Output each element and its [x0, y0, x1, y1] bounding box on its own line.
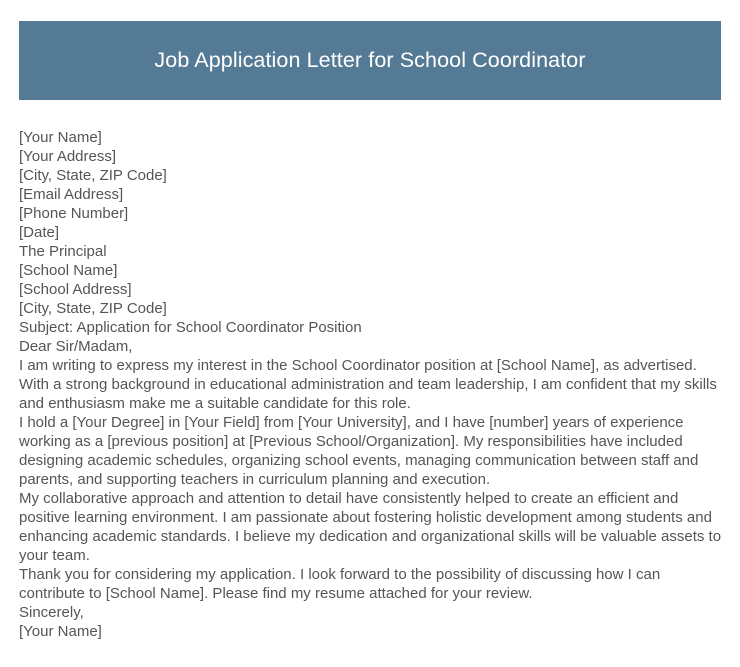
body-paragraph-4: Thank you for considering my application. I look forward to the possibility of discussing how I can contribute to [School Name]. Please find my resume attached for your review.	[19, 566, 661, 602]
recipient-line-principal: The Principal	[19, 243, 107, 260]
recipient-line-city: [City, State, ZIP Code]	[19, 300, 167, 317]
page-title: Job Application Letter for School Coordinator	[154, 47, 586, 72]
sender-address-block	[19, 128, 722, 242]
recipient-line-school: [School Name]	[19, 262, 118, 279]
salutation: Dear Sir/Madam,	[19, 338, 133, 355]
recipient-address-block	[19, 242, 722, 318]
body-paragraph-1: I am writing to express my interest in the School Coordinator position at [School Name], as advertised. With a strong background in educational administration and team leadership, I am confident that my skills and enthusiasm make me a suitable candidate for this role.	[19, 357, 717, 412]
document-title-banner	[19, 21, 721, 100]
body-paragraph-2: I hold a [Your Degree] in [Your Field] from [Your University], and I have [number] years of experience working as a [previous position] at [Previous School/Organization]. My responsibilities have included designing academic schedules, organizing school events, managing communication between staff and parents, and supporting teachers in curriculum planning and execution.	[19, 414, 699, 488]
recipient-line-address: [School Address]	[19, 281, 132, 298]
signature-name: [Your Name]	[19, 623, 102, 640]
subject-line: Subject: Application for School Coordinator Position	[19, 319, 362, 336]
sender-line-email: [Email Address]	[19, 186, 124, 203]
sender-line-phone: [Phone Number]	[19, 205, 129, 222]
sender-line-address: [Your Address]	[19, 148, 117, 165]
body-paragraph-3: My collaborative approach and attention to detail have consistently helped to create an efficient and positive learning environment. I am passionate about fostering holistic development among students and enhancing academic standards. I believe my dedication and organizational skills will be valuable assets to your team.	[19, 490, 722, 564]
closing-salutation: Sincerely,	[19, 604, 84, 621]
sender-line-date: [Date]	[19, 224, 60, 241]
sender-line-city: [City, State, ZIP Code]	[19, 167, 167, 184]
letter-content	[19, 128, 722, 641]
sender-line-name: [Your Name]	[19, 129, 102, 146]
